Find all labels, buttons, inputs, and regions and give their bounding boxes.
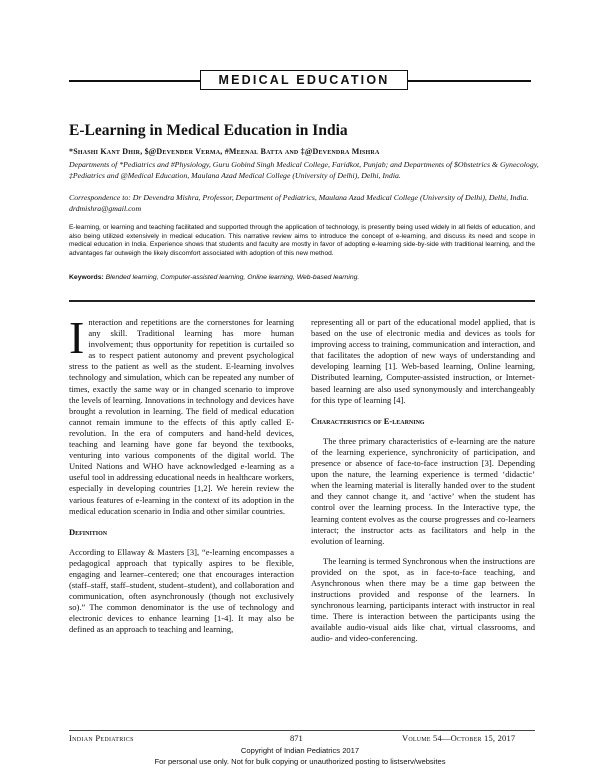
section-label: MEDICAL EDUCATION [218,73,390,87]
abstract: E-learning, or learning and teaching facilitated and supported through the application of technology, is presently being used widely in all fields of education, and also being utilized extensively in medical education. This narrative review aims to introduce the concept of e-learning, and discuss its need and scope in medical education in India. Experience shows that students and faculty are mostly in favor of adopting e-learning side-by-side with traditional learning, and the advantages far outweigh the likely discomfort associated with adoption of this new method. [69,224,535,257]
abstract-divider [69,300,535,302]
footer-journal: Indian Pediatrics [69,733,134,743]
body-column-left [69,312,294,636]
header-rule-left [69,80,200,82]
definition-paragraph: According to Ellaway & Masters [3], “e-learning encompasses a pedagogical approach that typically aspires to be flexible, engaging and learner–centered; one that encourages interaction (staff–staff, staff–student, student–student), and collaboration and communication, often asynchronously (though not exclusively so).” The common denominator is the use of technology and electronic devices to enhance learning [1-4]. It may also be defined as an approach to teaching and learning, [69,546,294,635]
characteristics-paragraph: The three primary characteristics of e-learning are the nature of the learning experience, synchronicity of participation, and presence or absence of face-to-face instruction [3]. Depending upon the nature, the learning experience is termed ‘didactic’ when the learning material is literally handed over to the student and they cannot change it, and ‘active’ when the student has control over the learning process. In the Interactive type, the learning content evolves as the course progresses and co-learners interact; the instructor acts as facilitators and help in the evolution of learning. [311,435,535,546]
keywords [69,274,535,281]
footer-volume: Volume 54—October 15, 2017 [402,733,516,743]
usage-notice: For personal use only. Not for bulk copying or unauthorized posting to listserv/websites [154,757,446,766]
page-number: 871 [290,733,303,743]
article-title: E-Learning in Medical Education in India [69,122,348,139]
drop-cap: I [69,312,85,363]
continuation-paragraph: representing all or part of the educational model applied, that is based on the use of electronic media and devices as tools for improving access to training, communication and interaction, and that facilitates the adoption of new ways of understanding and developing learning [1]. Web-based learning, Online learning, Distributed learning, Computer-assisted instruction, or Internet-based learning are also used synonymously and interchangeably for this type of learning [4]. [311,317,535,405]
footer-rule [69,730,535,731]
copyright-line: Copyright of Indian Pediatrics 2017 [240,746,360,755]
article-authors: *Shashi Kant Dhir, $@Devender Verma, #Meenal Batta and ‡@Devendra Mishra [69,147,380,156]
correspondence: Correspondence to: Dr Devendra Mishra, Professor, Department of Pediatrics, Maulana Azad Medical College (University of Delhi), Delhi, India. drdmishra@gmail.com [69,193,529,213]
body-column-right [311,317,535,645]
section-banner [200,70,408,90]
intro-paragraph [69,312,294,517]
synchronous-paragraph: The learning is termed Synchronous when the instructions are provided on the spot, as in face-to-face teaching, and Asynchronous when there may be a time gap between the instructions provided and response of the learners. In synchronous learning, participants interact with instructor in real time. There is interaction between the participants using the available audio-visual aids like chat, virtual classrooms, and audio- and video-conferencing. [311,555,535,644]
keywords-label: Keywords: [69,274,104,281]
intro-text: nteraction and repetitions are the cornerstones for learning any skill. Traditional learning has more human involvement; thus opportunity for repetition is curtailed so as to respect patient autonomy and prevent psychological stress to the patient as well as the student. E-learning involves technology and simulation, which can be repeated any number of times, exactly the same way or in changed scenario to improve the levels of learning. Innovations in technology and devices have brought a revolution in learning. The field of medical education cannot remain immune to the effects of this aptly called E-revolution. In the era of computers and hand-held devices, teaching and learning have gone far beyond the textbooks, venturing into various components of the digital world. The United Nations and WHO have acknowledged e-learning as a useful tool in addressing educational needs in healthcare workers, especially in developing countries [1,2]. We herein review the various features of e-learning in the context of its adoption in the medical education scenario in India and other similar countries. [69,317,294,516]
definition-heading: Definition [69,526,108,537]
characteristics-heading: Characteristics of E-learning [311,415,425,426]
author-affiliations: Departments of *Pediatrics and #Physiology, Guru Gobind Singh Medical College, Faridkot, Punjab; and Departments of $Obstetrics & Gynecology, ‡Pediatrics and @Medical Education, Maulana Azad Medical College (University of Delhi), Delhi, India. [69,160,539,180]
header-rule-right [408,80,531,82]
keywords-list: Blended learning, Computer-assisted learning, Online learning, Web-based learning. [105,274,360,281]
